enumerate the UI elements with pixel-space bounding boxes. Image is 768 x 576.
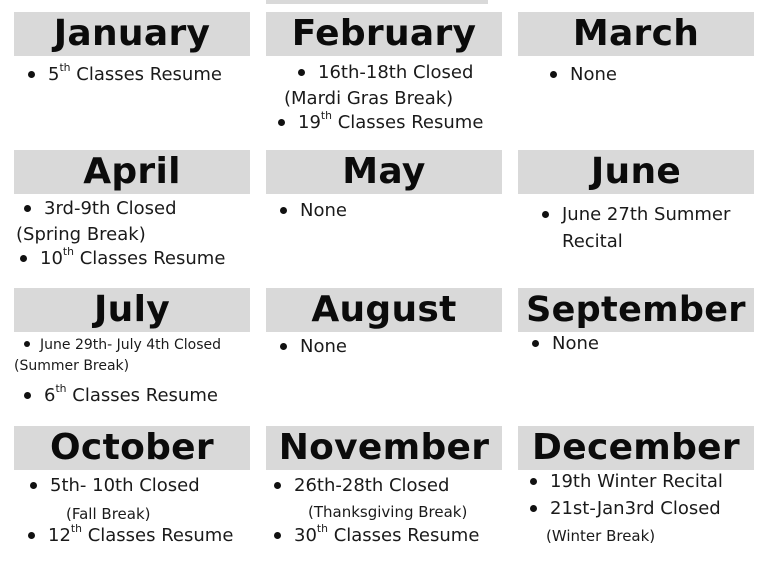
entry: 16th-18th Closed xyxy=(298,62,473,84)
entry: 19th Classes Resume xyxy=(278,112,483,134)
bullet xyxy=(278,119,285,126)
entry: None xyxy=(532,333,599,355)
entry: 3rd-9th Closed xyxy=(24,198,177,220)
month-title: May xyxy=(342,151,426,192)
bullet xyxy=(542,211,549,218)
month-entries xyxy=(14,470,250,576)
month-title: April xyxy=(83,151,181,192)
month-title: August xyxy=(311,289,457,330)
entry: 19th Winter Recital xyxy=(530,471,723,493)
entry: 5th- 10th Closed xyxy=(30,475,200,497)
bullet xyxy=(280,207,287,214)
entry: 10th Classes Resume xyxy=(20,248,225,270)
bullet xyxy=(530,478,537,485)
month-header xyxy=(266,150,502,194)
entry: 5th Classes Resume xyxy=(28,64,222,86)
entry: (Mardi Gras Break) xyxy=(284,88,454,109)
month-header xyxy=(266,426,502,470)
month-header xyxy=(14,150,250,194)
month-october xyxy=(14,426,250,576)
bullet xyxy=(550,71,557,78)
entry: (Thanksgiving Break) xyxy=(308,503,468,521)
month-header xyxy=(14,426,250,470)
top-header-strip xyxy=(266,0,488,4)
bullet xyxy=(274,532,281,539)
month-title: February xyxy=(291,13,477,54)
bullet xyxy=(274,482,281,489)
month-title: June xyxy=(590,151,682,192)
bullet xyxy=(532,340,539,347)
month-header xyxy=(518,150,754,194)
bullet xyxy=(28,71,35,78)
entry: (Fall Break) xyxy=(66,505,151,523)
month-title: December xyxy=(532,427,740,468)
month-header xyxy=(14,288,250,332)
month-header xyxy=(266,288,502,332)
month-december xyxy=(518,426,754,576)
month-entries xyxy=(266,470,502,576)
bullet xyxy=(24,392,31,399)
month-title: November xyxy=(278,427,490,468)
entry: None xyxy=(550,64,617,86)
entry: 12th Classes Resume xyxy=(28,525,233,547)
month-header xyxy=(14,12,250,56)
month-title: September xyxy=(526,289,746,330)
month-title: March xyxy=(572,13,700,54)
month-header xyxy=(518,426,754,470)
month-header xyxy=(266,12,502,56)
bullet xyxy=(28,532,35,539)
bullet xyxy=(24,341,30,347)
entry: (Winter Break) xyxy=(546,527,656,545)
entry: 26th-28th Closed xyxy=(274,475,449,497)
entry: June 27th Summer xyxy=(542,204,730,226)
month-title: July xyxy=(93,289,171,330)
entry: 6th Classes Resume xyxy=(24,385,218,407)
entry: None xyxy=(280,336,347,358)
bullet xyxy=(24,205,31,212)
entry: Recital xyxy=(562,231,623,252)
bullet xyxy=(530,505,537,512)
bullet xyxy=(280,343,287,350)
entry: June 29th- July 4th Closed xyxy=(24,334,221,356)
bullet xyxy=(298,69,305,76)
entry: 30th Classes Resume xyxy=(274,525,479,547)
month-november xyxy=(266,426,502,576)
entry: (Spring Break) xyxy=(16,224,146,245)
bullet xyxy=(20,255,27,262)
entry: (Summer Break) xyxy=(14,358,130,374)
month-title: January xyxy=(53,13,211,54)
month-title: October xyxy=(50,427,214,468)
month-entries xyxy=(518,470,754,576)
bullet xyxy=(30,482,37,489)
month-header xyxy=(518,12,754,56)
month-header xyxy=(518,288,754,332)
entry: None xyxy=(280,200,347,222)
entry: 21st-Jan3rd Closed xyxy=(530,498,721,520)
